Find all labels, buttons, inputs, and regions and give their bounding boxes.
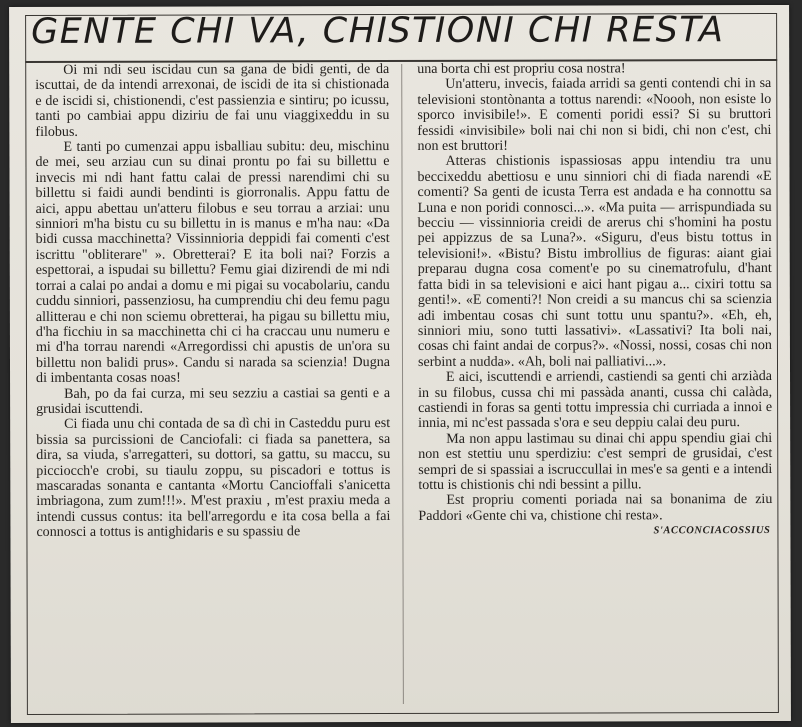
paragraph: Oi mi ndi seu iscidau cun sa gana de bidi genti, de da iscuttai, de da intendi arrexonai, de iscidi de ita si chistionada e de iscidi si, chistionendi, c'est passienzia e sintiru; po icussu, tanti po cambiai appu diziriu de fai unu viaggixeddu in su filobus. xyxy=(35,61,390,140)
paragraph: E tanti po cumenzai appu isballiau subitu: deu, mischinu de mei, seu arziau cun su dinai prontu po fai su billettu e invecis mi ndi hant fattu calai de pressi narendimi chi su billettu si faidi aundi bendinti is giorronalis. Appu fattu de aici, appu abettau un'atteru filobus e seu torrau a arziai: unu sinniori m'ha bistu cu su billettu in is manus e m'ha nau: «Da bidi cussa macchinetta? Vissinnioria deppidi fai comenti c'est iscrittu "obliterare" ». Obretterai? E ita boli nai? Forzis a espettorai, a ispudai su billettu? Femu giai dizirendi de mi ndi torrai a calai po andai a domu e mi pigai su vocabolariu, candu cuddu sinniori, passenziosu, ha cumprendiu chi deu femu pagu allitterau e chi non sciemu obretterai, ha pigau su billettu miu, d'ha ficchiu in sa macchinetta chi ci ha craccau unu numeru e mi d'ha torrau narendi «Arregordissi chi apustis de un'ora su billettu non balidi prus». Candu si narada sa scienzia! Dugna di imbentanta cosas noas! xyxy=(35,138,391,387)
paragraph: Bah, po da fai curza, mi seu sezziu a castiai sa genti e a grusidai iscuttendi. xyxy=(36,384,391,417)
paragraph: Un'atteru, invecis, faiada arridi sa genti contendi chi in sa televisioni stontònanta a tottus narendi: «Noooh, non esiste lo sporco invisibile!». E comenti poridi essi? Si su bruttori fessidi «invisibile» boli nai chi non si bidi, chi non c'est, chi non est bruttori! xyxy=(417,75,772,154)
paragraph: Est propriu comenti poriada nai sa bonanima de ziu Paddori «Gente chi va, chistione chi resta». xyxy=(418,491,773,524)
paragraph: Ci fiada unu chi contada de sa dì chi in Casteddu puru est bissia sa purcissioni de Canciofali: ci fiada sa panettera, sa dira, sa viuda, s'arregatteri, su dottori, sa gattu, su maccu, su picciocch'e crobi, su tiaulu zoppu, su piscadori e tottus is mascaradas sonanta e cantanta «Mortu Cancioffali s'anicetta imbriagona, zum zum!!!». M'est praxiu , m'est praxiu meda a intendi cussus contus: ita bell'arregordu e ita cosa bella a fai connosci a tottus is antighidaris e su spassiu de xyxy=(36,415,391,541)
author-signature: S'ACCONCIACOSSIUS xyxy=(653,525,771,537)
article-title: GENTE CHI VA, CHISTIONI CHI RESTA xyxy=(31,10,725,52)
paragraph: Ma non appu lastimau su dinai chi appu spendiu giai chi non est stettiu unu sperdiziu: c'est sempri de grusidai, c'est sempri de si spassiai a iscruccullai in mes'e sa genti e a intendi tottu is chistionis chi ndi bessint a pillu. xyxy=(418,429,773,493)
newspaper-clipping xyxy=(9,5,791,723)
paragraph: E aici, iscuttendi e arriendi, castiendi sa genti chi arziàda in su filobus, cussa chi mi passàda ananti, cussa chi calàda, castiendi in foras sa genti tottu impressia chi curriada a innoi e innia, mi nc'est passada s'ora e seu deppiu calai deu puru. xyxy=(418,368,773,432)
paragraph: Atteras chistionis ispassiosas appu intendiu tra unu beccixeddu abettiosu e unu sinniori chi di fiada narendi «E comenti? Sa genti de icusta Terra est andada e ha connottu sa Luna e non poridi connosci...». «Ma puita — arrispundiada su becciu — vissinnioria creidi de arerus chi s'homini ha postu pei appizzus de sa Luna?». «Siguru, d'eus bistu tottus in televisioni!». «Bistu? Bistu imbrollius de figuras: aiant giai preparau dugna cosa coment'e po su cinematrofulu, d'hant fatta bidi in sa televisioni e aici hant pigau a... cixiri tottu sa genti!». «E comenti?! Non creidi a su mancus chi sa scienzia adi imbentau cosas chi sunt tottu unu spantu?». «Eh, eh, sinniori miu, sono tutti lassativi». «Lassativi? Ita boli nai, cosas chi faint andai de corpus?». «Nossi, nossi, cosas chi non serbint a nudda». «Ah, boli nai palliativi...». xyxy=(417,152,772,370)
right-column xyxy=(417,61,772,538)
paragraph-continuation: una borta chi est propriu cosa nostra! xyxy=(417,60,626,77)
left-column xyxy=(35,62,390,541)
